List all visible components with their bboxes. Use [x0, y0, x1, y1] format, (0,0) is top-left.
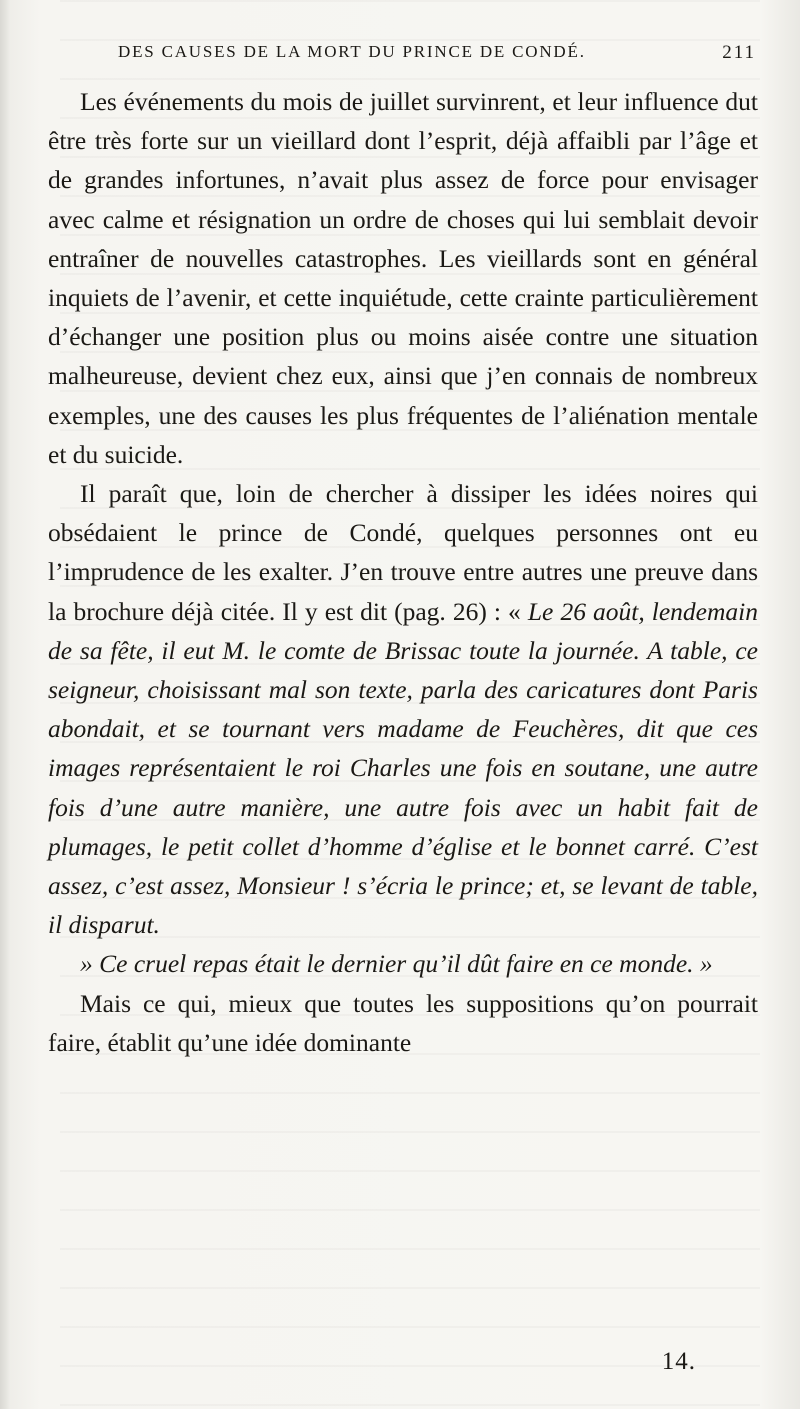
quoted-passage: Le 26 août, lendemain de sa fête, il eut M. le comte de Brissac toute la journée. A table, ce seigneur, choisissant mal son texte, parla des caricatures dont Paris abondait, et se tournant vers madame de Feuchères, dit que ces images représentaient le roi Charles une fois en soutane, une autre fois d’une autre manière, une autre fois avec un habit fait de plumages, le petit collet d’homme d’église et le bonnet carré. C’est assez, c’est assez, Monsieur ! s’écria le prince; et, se levant de table, il disparut.	[48, 596, 759, 940]
paragraph-dominant-idea: Mais ce qui, mieux que toutes les suppositions qu’on pourrait faire, établit qu’une idée dominante	[48, 988, 758, 1057]
running-title: DES CAUSES DE LA MORT DU PRINCE DE CONDÉ.	[118, 42, 586, 61]
paragraph-last-meal: » Ce cruel repas était le dernier qu’il dût faire en ce monde. »	[80, 949, 713, 979]
page-number: 211	[722, 42, 756, 63]
page-edge-shadow	[0, 0, 10, 1409]
running-header	[118, 42, 756, 72]
paragraph-brochure-quote	[48, 474, 758, 944]
printer-signature: 14.	[661, 1348, 696, 1375]
paragraph-events-of-july: Les événements du mois de juillet survinrent, et leur influence dut être très forte sur un vieillard dont l’esprit, déjà affaibli par l’âge et de grandes infortunes, n’avait plus assez de force pour envisager avec calme et résignation un ordre de choses qui lui semblait devoir entraîner de nouvelles catastrophes. Les vieillards sont en général inquiets de l’avenir, et cette inquiétude, cette crainte particulièrement d’échanger une position plus ou moins aisée contre une situation malheureuse, devient chez eux, ainsi que j’en connais de nombreux exemples, une des causes les plus fréquentes de l’aliénation mentale et du suicide.	[48, 87, 758, 469]
paragraph-brochure-intro: Il paraît que, loin de chercher à dissiper les idées noires qui obsédaient le prince de Condé, quelques personnes ont eu l’imprudence de les exalter. J’en trouve entre autres une preuve dans la brochure déjà citée. Il y est dit (pag. 26) : «	[48, 479, 758, 626]
main-text	[48, 82, 758, 1062]
